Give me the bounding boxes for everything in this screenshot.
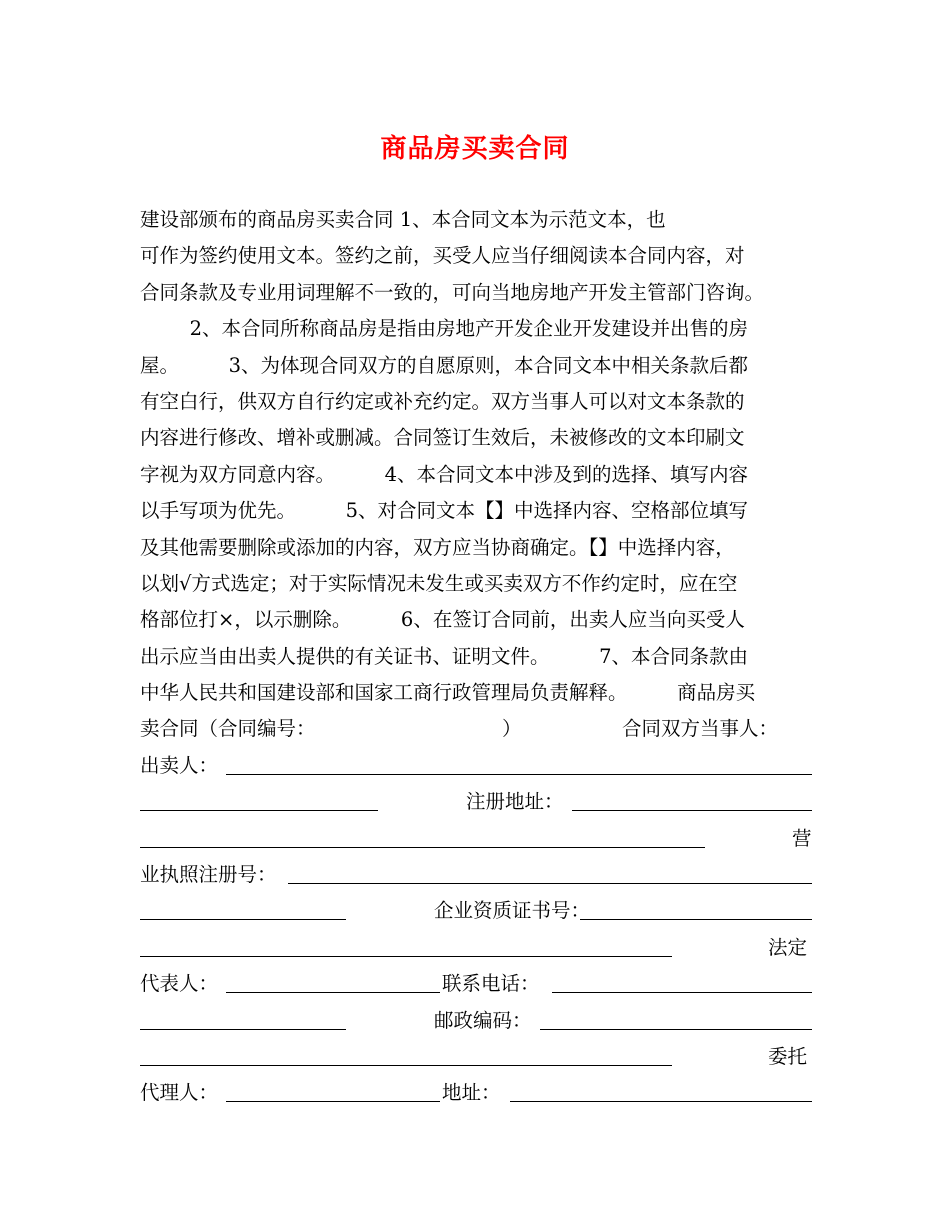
text-line: 字视为双方同意内容。 4、本合同文本中涉及到的选择、填写内容 bbox=[140, 462, 748, 486]
postcode-line bbox=[140, 1007, 812, 1043]
representative-line bbox=[140, 970, 812, 1006]
text-line: 以手写项为优先。 5、对合同文本【】中选择内容、空格部位填写 bbox=[140, 499, 748, 523]
text-line: 内容进行修改、增补或删减。合同签订生效后，未被修改的文本印刷文 bbox=[140, 426, 745, 450]
representative-label-start: 法定 bbox=[768, 935, 808, 959]
reg-address-line bbox=[140, 788, 812, 824]
license-line-start bbox=[140, 825, 812, 861]
address-field[interactable] bbox=[510, 1079, 812, 1102]
agent-label: 代理人： bbox=[140, 1081, 219, 1105]
license-label-start: 营 bbox=[792, 826, 812, 850]
seller-label: 出卖人： bbox=[140, 753, 219, 777]
text-line: 建设部颁布的商品房买卖合同 1、本合同文本为示范文本，也 bbox=[140, 208, 666, 231]
text-line: 2、本合同所称商品房是指由房地产开发企业开发建设并出售的房 bbox=[140, 317, 748, 341]
license-field-cont[interactable] bbox=[140, 897, 346, 920]
license-field[interactable] bbox=[288, 861, 812, 884]
address-label: 地址： bbox=[442, 1081, 501, 1105]
reg-address-label: 注册地址： bbox=[466, 790, 564, 814]
representative-line-start bbox=[140, 934, 812, 970]
contract-number-line bbox=[140, 715, 812, 751]
postcode-label: 邮政编码： bbox=[434, 1008, 532, 1032]
contract-body bbox=[140, 206, 812, 1116]
text-line: 中华人民共和国建设部和国家工商行政管理局负责解释。 商品房买 bbox=[140, 681, 756, 705]
qualification-line bbox=[140, 897, 812, 933]
agent-line bbox=[140, 1079, 812, 1115]
text-line: 合同条款及专业用词理解不一致的，可向当地房地产开发主管部门咨询。 bbox=[140, 280, 765, 304]
contract-number-label: 卖合同（合同编号： bbox=[140, 717, 316, 741]
seller-line bbox=[140, 752, 812, 788]
text-line: 出示应当由出卖人提供的有关证书、证明文件。 7、本合同条款由 bbox=[140, 644, 748, 668]
agent-line-start bbox=[140, 1043, 812, 1079]
phone-field[interactable] bbox=[552, 970, 812, 993]
representative-label: 代表人： bbox=[140, 972, 219, 996]
license-label: 业执照注册号： bbox=[140, 863, 277, 887]
license-line bbox=[140, 861, 812, 897]
text-line: 有空白行，供双方自行约定或补充约定。双方当事人可以对文本条款的 bbox=[140, 389, 745, 413]
text-line: 屋。 3、为体现合同双方的自愿原则，本合同文本中相关条款后都 bbox=[140, 353, 748, 377]
contract-number-close: ） bbox=[502, 717, 522, 741]
document-title: 商品房买卖合同 bbox=[380, 134, 570, 164]
qualification-field-cont[interactable] bbox=[140, 934, 672, 957]
text-line: 以划√方式选定；对于实际情况未发生或买卖双方不作约定时，应在空 bbox=[140, 571, 738, 595]
text-line: 可作为签约使用文本。签约之前，买受人应当仔细阅读本合同内容，对 bbox=[140, 244, 745, 268]
agent-field[interactable] bbox=[226, 1079, 440, 1102]
parties-label: 合同双方当事人： bbox=[622, 717, 779, 741]
representative-field[interactable] bbox=[226, 970, 440, 993]
qualification-field[interactable] bbox=[580, 897, 812, 920]
qualification-label: 企业资质证书号： bbox=[434, 899, 591, 923]
postcode-field[interactable] bbox=[540, 1007, 812, 1030]
phone-label: 联系电话： bbox=[442, 972, 540, 996]
agent-label-start: 委托 bbox=[768, 1044, 808, 1068]
seller-field-cont[interactable] bbox=[140, 788, 378, 811]
reg-address-field-cont[interactable] bbox=[140, 825, 705, 848]
postcode-field-cont[interactable] bbox=[140, 1043, 672, 1066]
reg-address-field[interactable] bbox=[572, 788, 812, 811]
phone-field-cont[interactable] bbox=[140, 1007, 346, 1030]
text-line: 及其他需要删除或添加的内容，双方应当协商确定。【】中选择内容， bbox=[140, 535, 735, 559]
seller-field[interactable] bbox=[226, 752, 812, 775]
text-line: 格部位打×，以示删除。 6、在签订合同前，出卖人应当向买受人 bbox=[140, 608, 745, 632]
